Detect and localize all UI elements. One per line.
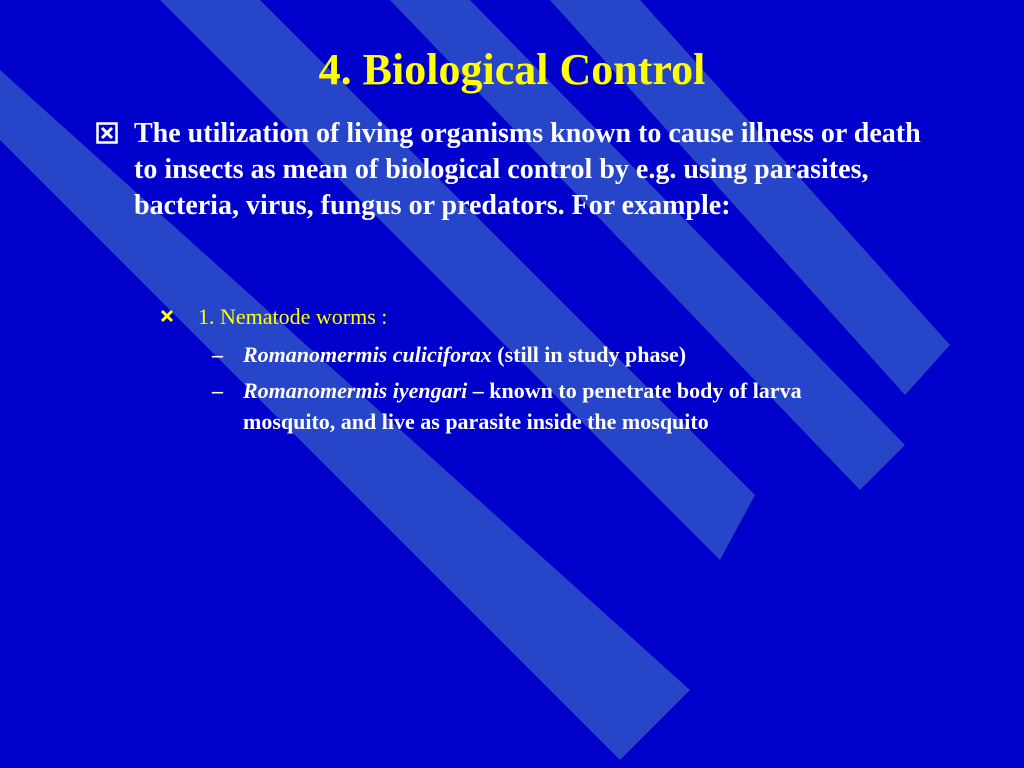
species-detail: (still in study phase) [491,342,687,367]
dash-marker: – [212,378,223,403]
slide-title: 4. Biological Control [318,45,706,94]
x-mark-icon [160,309,174,323]
species-name: Romanomermis iyengari [243,378,468,403]
main-bullet-text: The utilization of living organisms known to cause illness or death to insects as mean of biological control by e.g. using parasites, bacteria, virus, fungus or predators. For example: [134,118,921,221]
species-name: Romanomermis culiciforax [243,342,492,367]
species-detail: – known to penetrate body of larva mosquito, and live as parasite inside the mosquito [243,378,802,434]
list-item [212,375,892,437]
sub-bullet [160,303,920,331]
main-bullet [96,116,936,224]
list-item [212,339,892,370]
checkbox-x-icon [96,122,118,144]
species-list [212,339,892,442]
dash-marker: – [212,342,223,367]
sub-bullet-text: 1. Nematode worms : [198,304,388,329]
